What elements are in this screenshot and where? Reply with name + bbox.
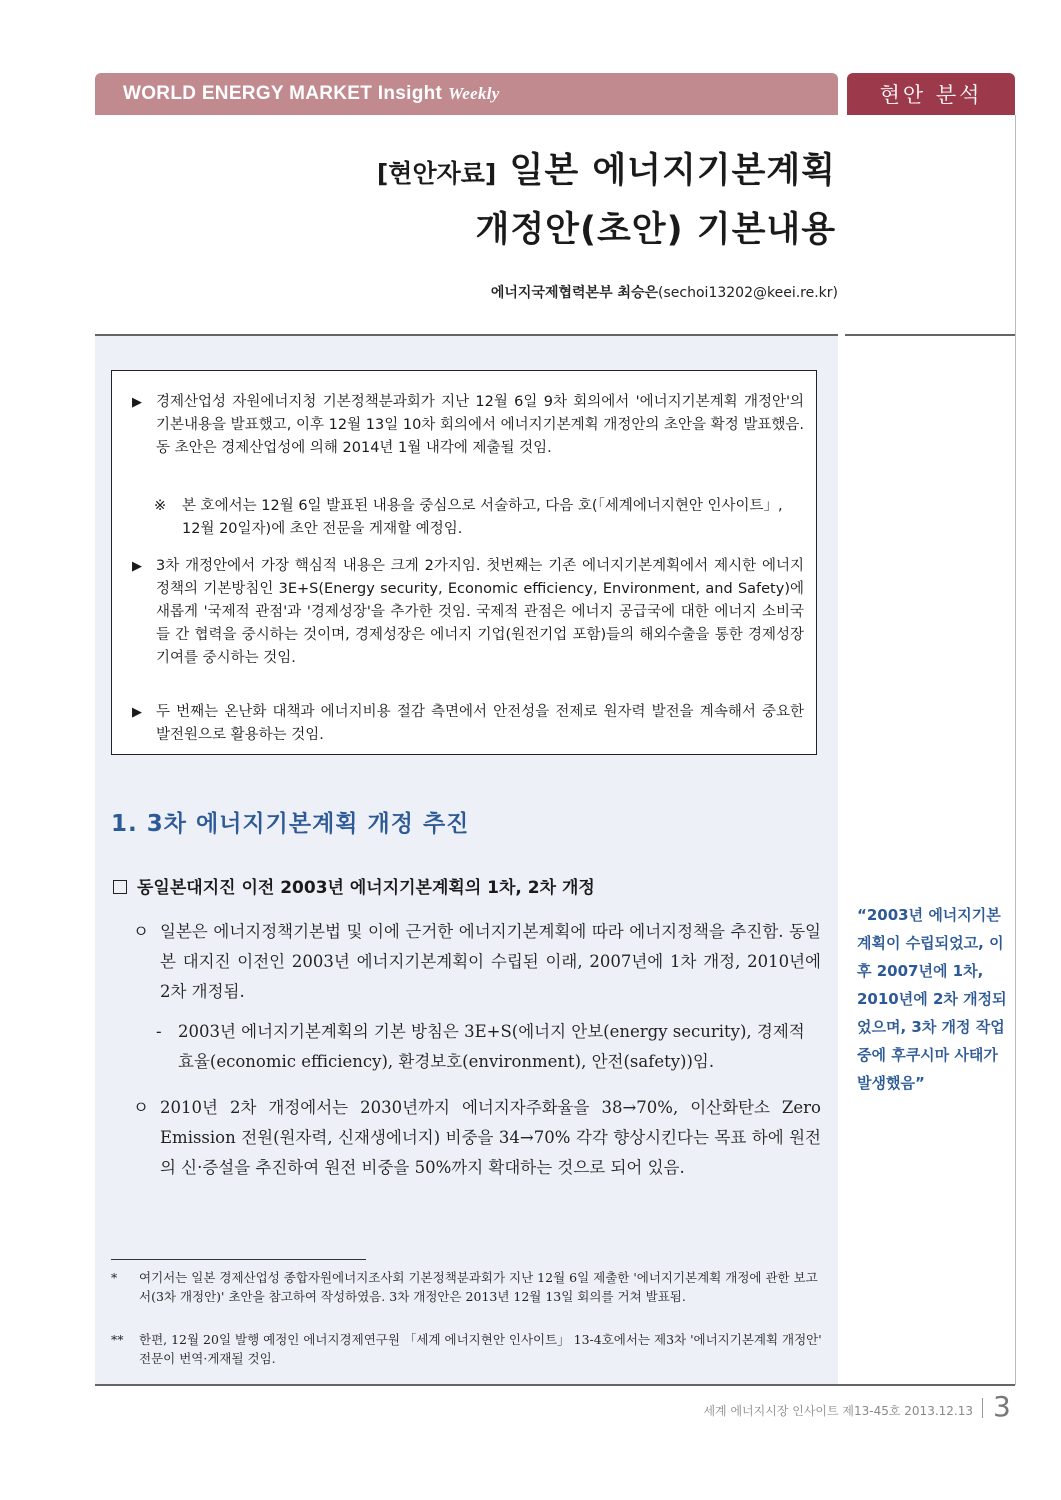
publication-brand: WORLD ENERGY MARKET Insight Weekly xyxy=(123,83,500,104)
circle-bullet-mark: ㅇ xyxy=(133,922,149,941)
footer-separator xyxy=(982,1398,983,1418)
header-band xyxy=(95,73,838,115)
bullet-triangle-icon: ▶ xyxy=(132,559,142,574)
title-line2: 개정안(초안) 기본내용 xyxy=(475,210,836,250)
footnote-mark: * xyxy=(111,1270,118,1285)
footer-publication: 세계 에너지시장 인사이트 제13-45호 2013.12.13 xyxy=(703,1404,973,1418)
footnote: * 여기서는 일본 경제산업성 종합자원에너지조사회 기본정책분과회가 지난 12월 6일 제출한 '에너지기본계획 개정에 관한 보고서(3차 개정안)' 초안을 참고하여 작성하였음. 3차 개정안은 2013년 12월 13일 회의를 거쳐 발표됨. xyxy=(111,1270,818,1304)
summary-note: ※ 본 호에서는 12월 6일 발표된 내용을 중심으로 서술하고, 다음 호(「세계에너지현안 인사이트」, 12월 20일자)에 초안 전문을 게재할 예정임. xyxy=(154,495,804,541)
footnote-rule xyxy=(111,1259,366,1260)
checkbox-square-icon xyxy=(113,880,127,894)
dash-mark: - xyxy=(156,1022,162,1041)
subsection-heading: 동일본대지진 이전 2003년 에너지기본계획의 1차, 2차 개정 xyxy=(113,873,595,898)
title-line1: 일본 에너지기본계획 xyxy=(509,151,836,191)
circle-bullet-mark: ㅇ xyxy=(133,1098,149,1117)
divider-bottom xyxy=(95,1384,1015,1386)
summary-item: ▶ 경제산업성 자원에너지청 기본정책분과회가 지난 12월 6일 9차 회의에서 '에너지기본계획 개정안'의 기본내용을 발표했고, 이후 12월 13일 10차 회의에서 에너지기본계획 개정안의 초안을 확정 발표했음. 동 초안은 경제산업성에 의해 2014년 1월 내각에 제출될 것임. xyxy=(132,391,804,460)
summary-item: ▶ 두 번째는 온난화 대책과 에너지비용 절감 측면에서 안전성을 전제로 원자력 발전을 계속해서 중요한 발전원으로 활용하는 것임. xyxy=(132,701,804,747)
bullet-triangle-icon: ▶ xyxy=(132,705,142,720)
summary-box xyxy=(111,370,817,755)
author-email: (sechoi13202@keei.re.kr) xyxy=(658,285,838,301)
section-heading: 1. 3차 에너지기본계획 개정 추진 xyxy=(111,811,470,837)
reference-mark: ※ xyxy=(154,498,167,514)
page-title xyxy=(377,143,836,258)
section-label: 현안 분석 xyxy=(847,73,1015,115)
author-org: 에너지국제협력본부 최승은 xyxy=(490,285,659,301)
footnote: ** 한편, 12월 20일 발행 예정인 에너지경제연구원 「세계 에너지현안 인사이트」 13-4호에서는 제3차 '에너지기본계획 개정안' 전문이 번역·게재될 것임. xyxy=(111,1332,822,1366)
title-tag: [현안자료] xyxy=(376,159,497,188)
brand-weekly: Weekly xyxy=(448,84,500,103)
divider-top-side xyxy=(845,334,1015,336)
footnote-mark: ** xyxy=(111,1332,124,1347)
page-number: 3 xyxy=(993,1390,1011,1423)
body-bullet: ㅇ 2010년 2차 개정에서는 2030년까지 에너지자주화율을 38→70%, 이산화탄소 Zero Emission 전원(원자력, 신재생에너지) 비중을 34→70% 각각 향상시킨다는 목표 하에 원전의 신·증설을 추진하여 원전 비중을 50%까지 확대하는 것으로 되어 있음. xyxy=(133,1093,821,1183)
summary-item: ▶ 3차 개정안에서 가장 핵심적 내용은 크게 2가지임. 첫번째는 기존 에너지기본계획에서 제시한 에너지 정책의 기본방침인 3E+S(Energy security, Economic efficiency, Environment, and Safety)에 새롭게 '국제적 관점'과 '경제성장'을 추가한 것임. 국제적 관점은 에너지 공급국에 대한 에너지 소비국들 간 협력을 중시하는 것이며, 경제성장은 에너지 기업(원전기업 포함)들의 해외수출을 통한 경제성장 기여를 중시하는 것임. xyxy=(132,555,804,670)
pull-quote: “2003년 에너지기본계획이 수립되었고, 이후 2007년에 1차, 2010년에 2차 개정되었으며, 3차 개정 작업 중에 후쿠시마 사태가 발생했음” xyxy=(857,906,1007,1092)
bullet-triangle-icon: ▶ xyxy=(132,395,142,410)
author-line xyxy=(491,282,838,302)
body-dash-item: - 2003년 에너지기본계획의 기본 방침은 3E+S(에너지 안보(energy security), 경제적 효율(economic efficiency), 환경보호(environment), 안전(safety))임. xyxy=(156,1017,821,1077)
body-bullet: ㅇ 일본은 에너지정책기본법 및 이에 근거한 에너지기본계획에 따라 에너지정책을 추진함. 동일본 대지진 이전인 2003년 에너지기본계획이 수립된 이래, 2007년에 1차 개정, 2010년에 2차 개정됨. xyxy=(133,917,821,1007)
right-rule xyxy=(1015,115,1016,1385)
